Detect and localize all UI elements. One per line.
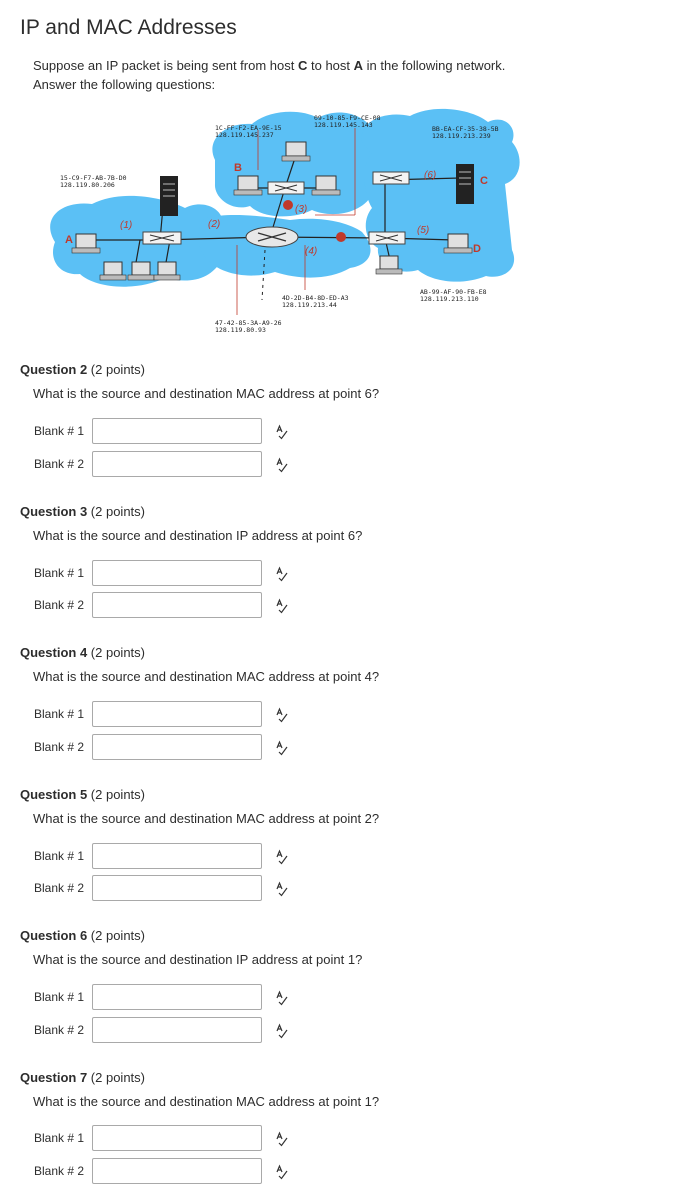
c-mac-label: BB-EA-CF-35-38-5B	[432, 125, 499, 133]
spellcheck-icon[interactable]	[274, 881, 290, 897]
spellcheck-icon[interactable]	[274, 1023, 290, 1039]
switch-right-icon	[369, 232, 405, 244]
point-5-label: (5)	[417, 225, 430, 236]
server-left-icon	[160, 176, 178, 216]
top-mac-label: 09-10-85-F9-CE-08	[314, 114, 381, 122]
blank-1	[34, 1125, 314, 1153]
spellcheck-icon[interactable]	[274, 566, 290, 582]
host-d-icon	[444, 234, 472, 253]
blank-1	[34, 701, 314, 729]
blank-label: Blank # 1	[34, 849, 85, 863]
c-ip-label: 128.119.213.239	[432, 132, 491, 140]
switch-upper-right-icon	[373, 172, 409, 184]
host-d-label: D	[473, 243, 481, 255]
blank-label: Blank # 2	[34, 881, 85, 895]
point-2-label: (2)	[208, 219, 221, 230]
blank-2	[34, 451, 314, 479]
spellcheck-icon[interactable]	[274, 707, 290, 723]
question-number: Question 7	[20, 1070, 88, 1085]
question-4	[20, 643, 640, 754]
intro-text: Suppose an IP packet is being sent from host C to host A in the following network. Answer the following questions:	[33, 58, 506, 92]
spellcheck-icon[interactable]	[274, 1131, 290, 1147]
question-text: What is the source and destination MAC address at point 4?	[33, 669, 380, 684]
question-3	[20, 502, 640, 612]
b-mac-label: 1C-FF-F2-EA-9E-15	[215, 124, 282, 132]
spellcheck-icon[interactable]	[274, 457, 290, 473]
blank-label: Blank # 2	[34, 740, 85, 754]
d-mac-label: AB-99-AF-90-FB-E8	[420, 288, 487, 296]
spellcheck-icon[interactable]	[274, 849, 290, 865]
spellcheck-icon[interactable]	[274, 990, 290, 1006]
host-left-bottom-2-icon	[128, 262, 154, 280]
host-top-right-icon	[312, 176, 340, 195]
b-ip-label: 128.119.145.237	[215, 131, 274, 139]
blank-label: Blank # 1	[34, 424, 85, 438]
host-a-label: A	[65, 234, 73, 246]
answer-input[interactable]	[92, 701, 262, 727]
blank-1	[34, 984, 314, 1012]
a-ip-label: 128.119.80.206	[60, 181, 115, 189]
bottom-ip-label: 128.119.80.93	[215, 326, 266, 334]
question-text: What is the source and destination IP address at point 6?	[33, 528, 363, 543]
spellcheck-icon[interactable]	[274, 598, 290, 614]
question-text: What is the source and destination IP address at point 1?	[33, 952, 363, 967]
blank-2	[34, 1158, 314, 1186]
question-text: What is the source and destination MAC address at point 6?	[33, 386, 380, 401]
blank-1	[34, 560, 314, 588]
blank-label: Blank # 1	[34, 566, 85, 580]
router-icon	[246, 227, 298, 247]
blank-label: Blank # 1	[34, 1131, 85, 1145]
switch-left-icon	[143, 232, 181, 244]
point-4-label: (4)	[305, 246, 318, 257]
page-title: IP and MAC Addresses	[20, 16, 237, 39]
question-7	[20, 1068, 640, 1178]
question-text: What is the source and destination MAC address at point 1?	[33, 1094, 380, 1109]
network-diagram	[0, 100, 560, 355]
answer-input[interactable]	[92, 984, 262, 1010]
question-points: (2 points)	[87, 787, 145, 802]
blank-2	[34, 875, 314, 903]
blank-2	[34, 1017, 314, 1045]
spellcheck-icon[interactable]	[274, 1164, 290, 1180]
a-mac-label: 15-C9-F7-AB-7B-D0	[60, 174, 127, 182]
question-5	[20, 785, 640, 895]
blank-label: Blank # 1	[34, 707, 85, 721]
question-text: What is the source and destination MAC address at point 2?	[33, 811, 380, 826]
blank-2	[34, 734, 314, 762]
point-1-label: (1)	[120, 220, 133, 231]
answer-input[interactable]	[92, 843, 262, 869]
point-6-label: (6)	[424, 170, 437, 181]
point-4-marker	[336, 232, 346, 242]
question-2	[20, 360, 640, 471]
bottom-mac-label: 47-42-85-3A-A9-26	[215, 319, 282, 327]
answer-input[interactable]	[92, 1125, 262, 1151]
blank-label: Blank # 2	[34, 457, 85, 471]
host-left-bottom-1-icon	[100, 262, 126, 280]
host-c-label: C	[480, 175, 488, 187]
host-b-label: B	[234, 162, 242, 174]
host-left-bottom-3-icon	[154, 262, 180, 280]
spellcheck-icon[interactable]	[274, 424, 290, 440]
blank-label: Blank # 2	[34, 1023, 85, 1037]
blank-label: Blank # 2	[34, 1164, 85, 1178]
question-6	[20, 926, 640, 1037]
host-right-bottom-icon	[376, 256, 402, 274]
question-number: Question 4	[20, 645, 88, 660]
answer-input[interactable]	[92, 734, 262, 760]
top-ip-label: 128.119.145.143	[314, 121, 373, 129]
point-3-label: (3)	[295, 204, 308, 215]
answer-input[interactable]	[92, 1017, 262, 1043]
answer-input[interactable]	[92, 418, 262, 444]
server-c-icon	[456, 164, 474, 204]
blank-1	[34, 843, 314, 871]
question-points: (2 points)	[87, 928, 145, 943]
answer-input[interactable]	[92, 560, 262, 586]
question-number: Question 2	[20, 362, 88, 377]
mid-ip-label: 128.119.213.44	[282, 301, 337, 309]
question-number: Question 5	[20, 787, 88, 802]
question-points: (2 points)	[87, 504, 145, 519]
blank-1	[34, 418, 314, 446]
blank-label: Blank # 2	[34, 598, 85, 612]
answer-input[interactable]	[92, 1158, 262, 1184]
question-number: Question 3	[20, 504, 88, 519]
question-points: (2 points)	[87, 1070, 145, 1085]
question-points: (2 points)	[87, 362, 145, 377]
mid-mac-label: 4D-2D-B4-8D-ED-A3	[282, 294, 349, 302]
host-a-icon	[72, 234, 100, 253]
answer-input[interactable]	[92, 875, 262, 901]
question-number: Question 6	[20, 928, 88, 943]
switch-top-icon	[268, 182, 304, 194]
blank-2	[34, 592, 314, 620]
spellcheck-icon[interactable]	[274, 740, 290, 756]
question-points: (2 points)	[87, 645, 145, 660]
host-b-icon	[234, 176, 262, 195]
point-3-marker	[283, 200, 293, 210]
answer-input[interactable]	[92, 451, 262, 477]
host-top-icon	[282, 142, 310, 161]
d-ip-label: 128.119.213.110	[420, 295, 479, 303]
answer-input[interactable]	[92, 592, 262, 618]
blank-label: Blank # 1	[34, 990, 85, 1004]
